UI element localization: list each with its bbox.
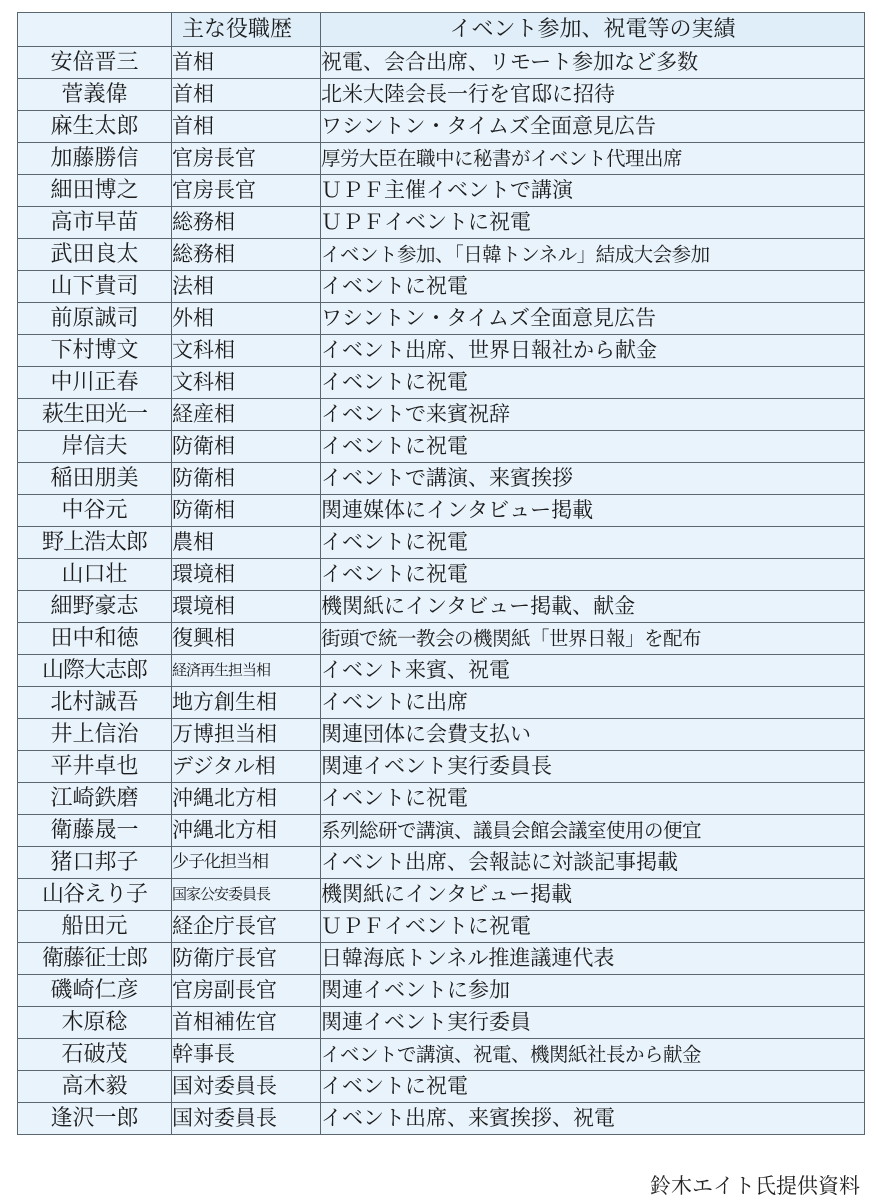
cell-post: 防衛相 [172,463,321,495]
table-row [18,527,865,559]
table-row [18,335,865,367]
table-row [18,815,865,847]
cell-name: 衛藤晟一 [18,815,172,847]
cell-name: 菅義偉 [18,79,172,111]
table-row [18,431,865,463]
cell-post: 万博担当相 [172,719,321,751]
table-row [18,271,865,303]
table-row [18,623,865,655]
source-credit: 鈴木エイト氏提供資料 [650,1174,860,1198]
cell-record: イベントに祝電 [321,783,865,815]
cell-record: 関連媒体にインタビュー掲載 [321,495,865,527]
cell-name: 野上浩太郎 [18,527,172,559]
cell-post: 沖縄北方相 [172,783,321,815]
cell-record: イベントに祝電 [321,1071,865,1103]
cell-name: 中川正春 [18,367,172,399]
table-row [18,687,865,719]
cell-name: 井上信治 [18,719,172,751]
cell-record: イベント出席、会報誌に対談記事掲載 [321,847,865,879]
table-row [18,655,865,687]
table-header-row [18,13,865,47]
table-row [18,1103,865,1135]
table-row [18,1071,865,1103]
cell-post: 首相 [172,79,321,111]
cell-record: イベントに祝電 [321,559,865,591]
cell-name: 平井卓也 [18,751,172,783]
cell-post: 国対委員長 [172,1071,321,1103]
cell-name: 木原稔 [18,1007,172,1039]
header-name [18,13,172,47]
cell-post: 防衛相 [172,495,321,527]
cell-record: 祝電、会合出席、リモート参加など多数 [321,47,865,79]
cell-record: イベントに祝電 [321,527,865,559]
table-row [18,1039,865,1071]
cell-name: 田中和徳 [18,623,172,655]
cell-record: 機関紙にインタビュー掲載、献金 [321,591,865,623]
cell-record: 系列総研で講演、議員会館会議室使用の便宜 [321,815,865,847]
cell-name: 山際大志郎 [18,655,172,687]
table-row [18,975,865,1007]
table-row [18,47,865,79]
cell-name: 江崎鉄磨 [18,783,172,815]
cell-post: 防衛庁長官 [172,943,321,975]
cell-post: 農相 [172,527,321,559]
cell-record: イベントに祝電 [321,431,865,463]
cell-name: 磯崎仁彦 [18,975,172,1007]
cell-record: イベント来賓、祝電 [321,655,865,687]
cell-name: 麻生太郎 [18,111,172,143]
cell-post: 官房長官 [172,175,321,207]
cell-post: 沖縄北方相 [172,815,321,847]
table-row [18,175,865,207]
table-row [18,111,865,143]
cell-post: 官房長官 [172,143,321,175]
cell-name: 船田元 [18,911,172,943]
cell-record: イベント出席、来賓挨拶、祝電 [321,1103,865,1135]
cell-name: 岸信夫 [18,431,172,463]
table-row [18,463,865,495]
cell-post: 首相 [172,47,321,79]
cell-post: 経済再生担当相 [172,655,321,687]
table-row [18,879,865,911]
cell-name: 高木毅 [18,1071,172,1103]
cell-post: 国対委員長 [172,1103,321,1135]
cell-name: 山下貴司 [18,271,172,303]
cell-name: 衛藤征士郎 [18,943,172,975]
cell-record: 関連イベントに参加 [321,975,865,1007]
cell-name: 武田良太 [18,239,172,271]
cell-name: 加藤勝信 [18,143,172,175]
cell-record: 関連イベント実行委員 [321,1007,865,1039]
cell-record: ＵＰＦイベントに祝電 [321,207,865,239]
table-row [18,207,865,239]
cell-name: 安倍晋三 [18,47,172,79]
cell-name: 山谷えり子 [18,879,172,911]
table-row [18,559,865,591]
cell-post: 防衛相 [172,431,321,463]
table-row [18,783,865,815]
table-row [18,143,865,175]
cell-post: 官房副長官 [172,975,321,1007]
cell-name: 稲田朋美 [18,463,172,495]
cell-record: ＵＰＦ主催イベントで講演 [321,175,865,207]
cell-name: 高市早苗 [18,207,172,239]
cell-name: 猪口邦子 [18,847,172,879]
politicians-table [17,12,865,1135]
cell-post: 首相 [172,111,321,143]
header-post: 主な役職歴 [172,13,321,47]
cell-name: 萩生田光一 [18,399,172,431]
cell-name: 下村博文 [18,335,172,367]
cell-post: 経産相 [172,399,321,431]
header-record: イベント参加、祝電等の実績 [321,13,865,47]
table-row [18,591,865,623]
cell-name: 北村誠吾 [18,687,172,719]
table-row [18,495,865,527]
cell-post: 幹事長 [172,1039,321,1071]
table-row [18,847,865,879]
cell-record: 関連イベント実行委員長 [321,751,865,783]
cell-post: 文科相 [172,335,321,367]
cell-name: 細野豪志 [18,591,172,623]
cell-record: イベントに祝電 [321,367,865,399]
cell-record: イベントで講演、来賓挨拶 [321,463,865,495]
cell-post: 総務相 [172,239,321,271]
table-row [18,367,865,399]
cell-record: 街頭で統一教会の機関紙「世界日報」を配布 [321,623,865,655]
cell-record: ＵＰＦイベントに祝電 [321,911,865,943]
cell-record: ワシントン・タイムズ全面意見広告 [321,303,865,335]
cell-name: 逢沢一郎 [18,1103,172,1135]
cell-name: 細田博之 [18,175,172,207]
cell-record: イベント参加、「日韓トンネル」結成大会参加 [321,239,865,271]
cell-record: イベントで講演、祝電、機関紙社長から献金 [321,1039,865,1071]
cell-record: イベントに祝電 [321,271,865,303]
cell-record: イベントに出席 [321,687,865,719]
cell-name: 前原誠司 [18,303,172,335]
cell-post: 文科相 [172,367,321,399]
cell-post: 経企庁長官 [172,911,321,943]
cell-post: 法相 [172,271,321,303]
cell-record: 関連団体に会費支払い [321,719,865,751]
table-row [18,1007,865,1039]
cell-post: 国家公安委員長 [172,879,321,911]
cell-record: 機関紙にインタビュー掲載 [321,879,865,911]
table-row [18,719,865,751]
cell-post: 外相 [172,303,321,335]
cell-post: 環境相 [172,559,321,591]
table-row [18,943,865,975]
cell-post: 総務相 [172,207,321,239]
cell-name: 山口壮 [18,559,172,591]
cell-record: 厚労大臣在職中に秘書がイベント代理出席 [321,143,865,175]
cell-record: 北米大陸会長一行を官邸に招待 [321,79,865,111]
cell-post: デジタル相 [172,751,321,783]
cell-post: 首相補佐官 [172,1007,321,1039]
cell-post: 復興相 [172,623,321,655]
cell-record: イベント出席、世界日報社から献金 [321,335,865,367]
table-body [18,47,865,1135]
table-row [18,239,865,271]
cell-record: ワシントン・タイムズ全面意見広告 [321,111,865,143]
table-row [18,399,865,431]
table-row [18,303,865,335]
cell-post: 環境相 [172,591,321,623]
cell-post: 少子化担当相 [172,847,321,879]
cell-name: 中谷元 [18,495,172,527]
cell-post: 地方創生相 [172,687,321,719]
table-row [18,79,865,111]
table-row [18,751,865,783]
cell-name: 石破茂 [18,1039,172,1071]
cell-record: イベントで来賓祝辞 [321,399,865,431]
table-row [18,911,865,943]
cell-record: 日韓海底トンネル推進議連代表 [321,943,865,975]
